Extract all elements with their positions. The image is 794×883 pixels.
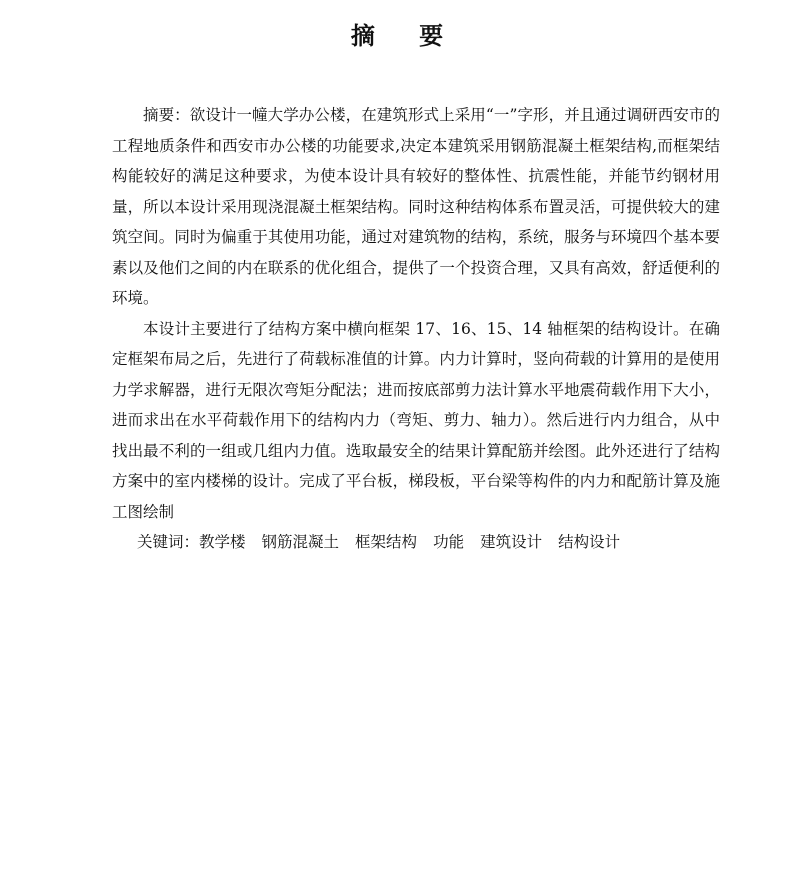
page-title: 摘 要 — [350, 22, 462, 50]
abstract-paragraph-1: 摘要：欲设计一幢大学办公楼，在建筑形式上采用“一”字形，并且通过调研西安市的工程地质条件和西安市办公楼的功能要求,决定本建筑采用钢筋混凝土框架结构,而框架结构能较好的满足这种要求，为使本设计具有较好的整体性、抗震性能，并能节约钢材用量，所以本设计采用现浇混凝土框架结构。同时这种结构体系布置灵活，可提供较大的建筑空间。同时为偏重于其使用功能，通过对建筑物的结构，系统，服务与环境四个基本要素以及他们之间的内在联系的优化组合，提供了一个投资合理，又具有高效，舒适便利的环境。 — [112, 106, 720, 307]
keyword-item: 钢筋混凝土 — [261, 533, 340, 551]
keywords-line — [112, 527, 720, 558]
keyword-item: 结构设计 — [558, 533, 621, 551]
keyword-item: 教学楼 — [199, 533, 246, 551]
keyword-item: 功能 — [433, 533, 465, 551]
keywords-label: 关键词： — [137, 533, 200, 551]
abstract-body — [112, 100, 720, 558]
abstract-paragraph-2: 本设计主要进行了结构方案中横向框架 17、16、15、14 轴框架的结构设计。在确定框架布局之后，先进行了荷载标准值的计算。内力计算时，竖向荷载的计算用的是使用力学求解器，进行无限次弯矩分配法；进而按底部剪力法计算水平地震荷载作用下大小，进而求出在水平荷载作用下的结构内力（弯矩、剪力、轴力）。然后进行内力组合，从中找出最不利的一组或几组内力值。选取最安全的结果计算配筋并绘图。此外还进行了结构方案中的室内楼梯的设计。完成了平台板，梯段板，平台梁等构件的内力和配筋计算及施工图绘制 — [112, 319, 720, 521]
keyword-item: 框架结构 — [355, 533, 418, 551]
keyword-item: 建筑设计 — [480, 533, 543, 551]
